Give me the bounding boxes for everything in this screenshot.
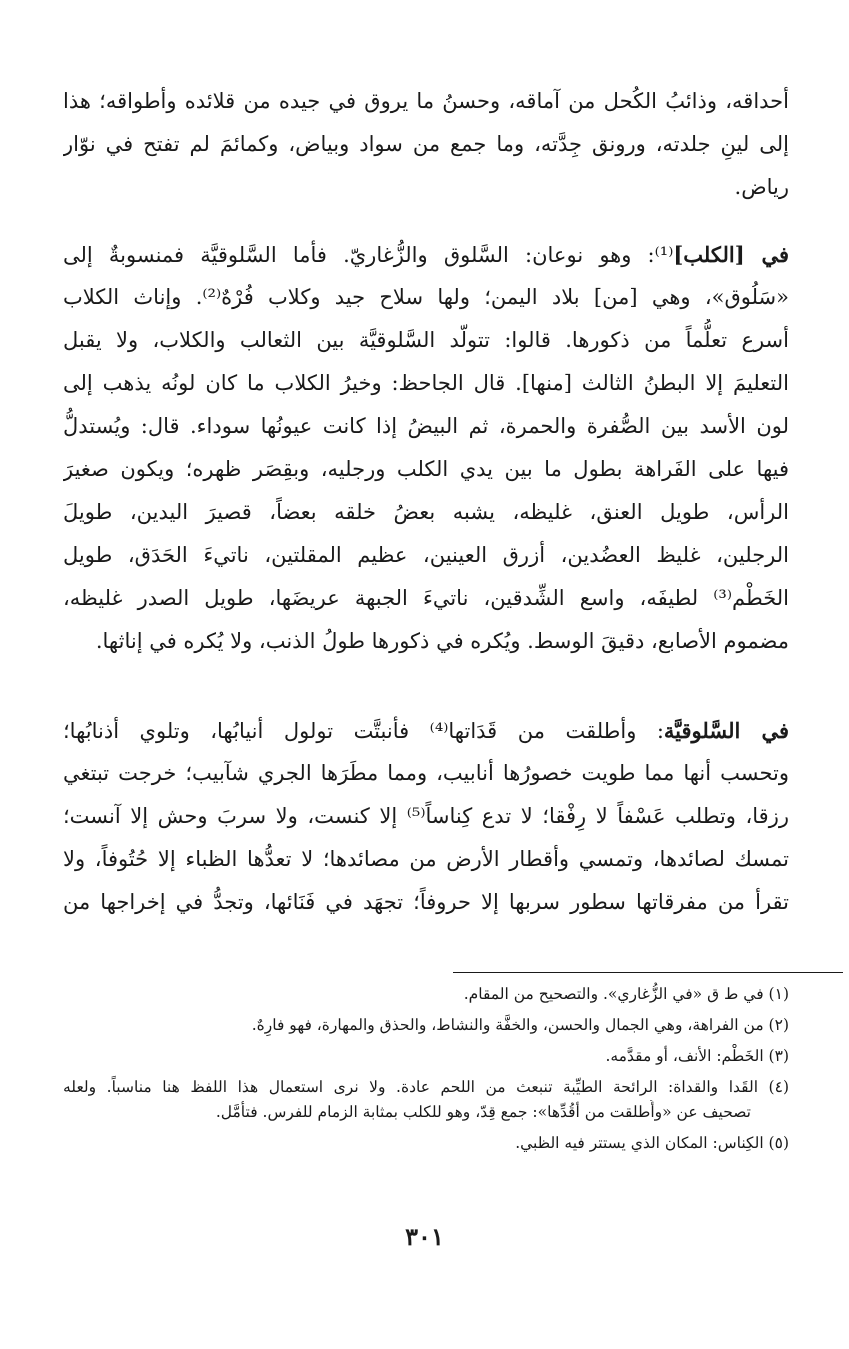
paragraph-eyes-description — [63, 80, 789, 209]
footnotes — [63, 982, 789, 1156]
text-line: تقرأ من مفرقاتها سطور سربها إلا حروفاً؛ تجهَد في فَنَائها، وتجدُّ في إخراجها من — [63, 890, 789, 914]
text-line — [63, 233, 789, 276]
text-line: لون الأسد بين الصُّفرة والحمرة، ثم البيضُ إذا كانت عيونُها سوداء. قال: ويُستدلُّ — [63, 414, 789, 438]
text-line: «سَلُوق»، وهي [من] بلاد اليمن؛ ولها سلاح جيد وكلاب فُرْهٌ⁽²⁾. وإناث الكلاب — [63, 285, 789, 309]
footnote-separator — [453, 972, 843, 973]
text-line: الرأس، طويل العنق، غليظه، يشبه بعضُ خلقه بعضاً، قصيرَ اليدين، طويلَ — [63, 500, 789, 524]
footnote-5: (٥) الكِناس: المكان الذي يستتر فيه الظبي. — [515, 1134, 789, 1152]
paragraph-saluki — [63, 709, 789, 924]
text-line: تمسك لصائدها، وتمسي وأقطار الأرض من مصائدها؛ لا تعدُّها الظباء إلا حُتُوفاً، ولا — [63, 847, 789, 871]
footnote-2: (٢) من الفراهة، وهي الجمال والحسن، والخفَّة والنشاط، والحذق والمهارة، فهو فارِهٌ. — [251, 1016, 789, 1034]
footnote-1: (١) في ط ق «في الزُّغاري». والتصحيح من المقام. — [463, 985, 789, 1003]
footnote-4: (٤) القَدا والقداة: الرائحة الطيِّبة تنبعث من اللحم عادة. ولا نرى استعمال هذا اللفظ هنا مناسباً. ولعله — [63, 1078, 789, 1096]
text-line: مضموم الأصابع، دقيقَ الوسط. ويُكره في ذكورها طولُ الذنب، ولا يُكره في إناثها. — [95, 629, 789, 653]
text-line: فيها على الفَراهة بطول ما بين يدي الكلب ورجليه، وبقِصَر ظهره؛ ويكون صغيرَ — [63, 457, 789, 481]
section-heading-dog: في [الكلب] — [673, 242, 789, 267]
text-line-continuation: : وأطلقت من قَدَاتها⁽⁴⁾ فأنبتَّت تولول أنيابُها، وتلوي أذنابُها؛ — [63, 719, 664, 743]
text-line: الخَطْم⁽³⁾ لطيفَه، واسع الشِّدقين، ناتيءَ الجبهة عريضَها، طويل الصدر غليظه، — [63, 586, 789, 610]
footnote-3: (٣) الخَطْم: الأنف، أو مقدَّمه. — [605, 1047, 789, 1065]
text-line: رياض. — [734, 175, 789, 199]
text-line: الرجلين، غليظ العضُدين، أزرق العينين، عظيم المقلتين، ناتيءَ الحَدَق، طويل — [63, 543, 789, 567]
footnote-4-continuation: تصحيف عن «وأُطلقت من أقُدِّها»: جمع قِدّ، وهو للكلب بمثابة الزمام للفرس. فتأمَّل. — [215, 1103, 751, 1121]
paragraph-dogs — [63, 233, 789, 663]
text-line: وتحسب أنها مما طويت خصورُها أنابيب، ومما مطَرَها الجري شآبيب؛ خرجت تبتغي — [63, 761, 789, 785]
page-number: ٣٠١ — [405, 1222, 444, 1251]
text-line-continuation: ⁽¹⁾: وهو نوعان: السَّلوق والزُّغاريّ. فأما السَّلوقيَّة فمنسوبةٌ إلى — [63, 243, 674, 267]
text-line: أحداقه، وذائبُ الكُحل من آماقه، وحسنُ ما يروق في جيده من قلائده وأطواقه؛ هذا — [63, 89, 789, 113]
text-line: رزقا، وتطلب عَسْفاً لا رِفْقا؛ لا تدع كِناساً⁽⁵⁾ إلا كنست، ولا سربَ وحش إلا آنست؛ — [63, 804, 789, 828]
text-line — [63, 709, 789, 752]
text-line: إلى لينِ جلدته، ورونق جِدَّته، وما جمع من سواد وبياض، وكمائمَ لم تفتح في نوّار — [63, 132, 789, 156]
section-heading-saluki: في السَّلوقيَّة — [663, 718, 789, 743]
text-line: التعليمَ إلا البطنُ الثالث [منها]. قال الجاحظ: وخيرُ الكلاب ما كان لونُه يذهب إلى — [63, 371, 789, 395]
text-line: أسرع تعلُّماً من ذكورها. قالوا: تتولّد السَّلوقيَّة بين الثعالب والكلاب، ولا يقبل — [63, 328, 789, 352]
